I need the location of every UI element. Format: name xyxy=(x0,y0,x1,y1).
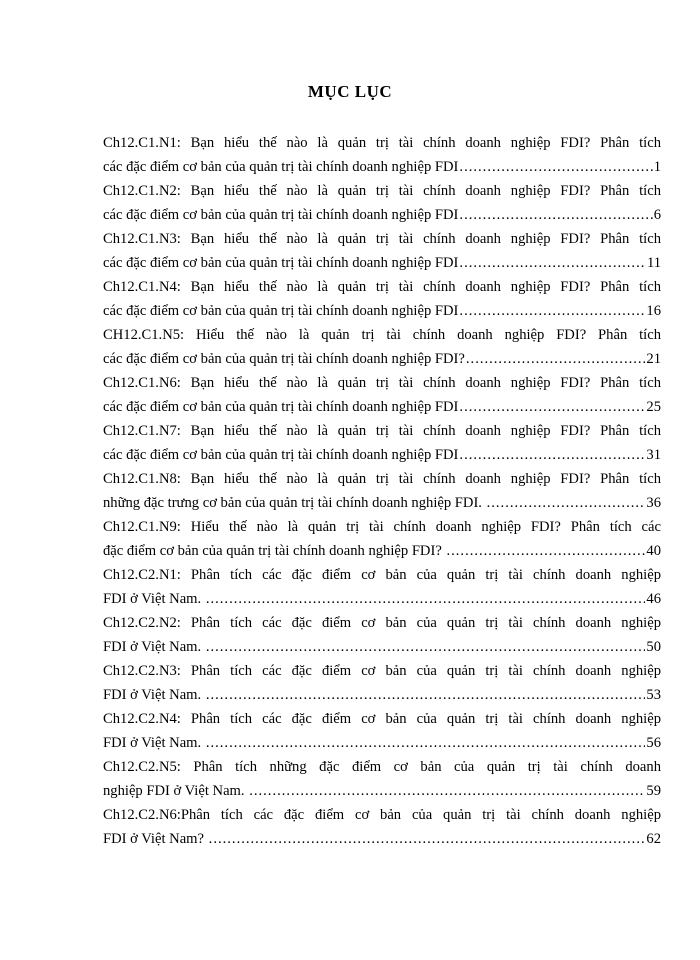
toc-entry-heading: Ch12.C1.N9: Hiểu thế nào là quản trị tài chính doanh nghiệp FDI? Phân tích các xyxy=(103,519,661,535)
toc-entry[interactable] xyxy=(103,515,661,563)
toc-entry[interactable] xyxy=(103,131,661,179)
toc-entry[interactable] xyxy=(103,323,661,371)
dot-leader xyxy=(206,635,646,659)
toc-entry-heading-cont: các đặc điểm cơ bản của quản trị tài chính doanh nghiệp FDI xyxy=(103,207,459,223)
toc-entry-heading: CH12.C1.N5: Hiểu thế nào là quản trị tài chính doanh nghiệp FDI? Phân tích xyxy=(103,327,661,343)
toc-entry-heading-cont: FDI ở Việt Nam. xyxy=(103,735,205,751)
toc-entry-heading-cont: các đặc điểm cơ bản của quản trị tài chính doanh nghiệp FDI? xyxy=(103,351,465,367)
toc-entry-heading: Ch12.C2.N4: Phân tích các đặc điểm cơ bản của quản trị tài chính doanh nghiệp xyxy=(103,711,661,727)
toc-entry-heading: Ch12.C2.N2: Phân tích các đặc điểm cơ bản của quản trị tài chính doanh nghiệp xyxy=(103,615,661,631)
page-title: MỤC LỤC xyxy=(307,82,393,101)
toc-entry-page-number: 1 xyxy=(653,159,661,175)
dot-leader xyxy=(487,491,646,515)
toc-entry[interactable] xyxy=(103,755,661,803)
dot-leader xyxy=(206,731,646,755)
toc-entry-heading-cont: FDI ở Việt Nam? xyxy=(103,831,208,847)
toc-entry-page-number: 56 xyxy=(646,735,661,751)
toc-entry-page-number: 11 xyxy=(646,255,661,271)
toc-entry-heading-cont: các đặc điểm cơ bản của quản trị tài chính doanh nghiệp FDI xyxy=(103,399,459,415)
toc-entry-page-number: 31 xyxy=(646,447,661,463)
toc-entry-heading: Ch12.C1.N3: Bạn hiểu thế nào là quản trị tài chính doanh nghiệp FDI? Phân tích xyxy=(103,231,661,247)
dot-leader xyxy=(459,155,652,179)
toc-entry[interactable] xyxy=(103,227,661,275)
toc-entry-heading-cont: FDI ở Việt Nam. xyxy=(103,639,205,655)
toc-entry-heading: Ch12.C1.N6: Bạn hiểu thế nào là quản trị tài chính doanh nghiệp FDI? Phân tích xyxy=(103,375,661,391)
table-of-contents xyxy=(103,131,661,851)
dot-leader xyxy=(209,827,646,851)
toc-entry-heading-cont: những đặc trưng cơ bản của quản trị tài chính doanh nghiệp FDI. xyxy=(103,495,486,511)
toc-entry[interactable] xyxy=(103,707,661,755)
toc-entry-heading: Ch12.C1.N8: Bạn hiểu thế nào là quản trị tài chính doanh nghiệp FDI? Phân tích xyxy=(103,471,661,487)
dot-leader xyxy=(206,587,646,611)
toc-entry-heading: Ch12.C2.N6:Phân tích các đặc điểm cơ bản của quản trị tài chính doanh nghiệp xyxy=(103,807,661,823)
toc-entry-heading-cont: FDI ở Việt Nam. xyxy=(103,591,205,607)
toc-entry-heading-cont: các đặc điểm cơ bản của quản trị tài chính doanh nghiệp FDI xyxy=(103,255,459,271)
toc-entry-heading-cont: các đặc điểm cơ bản của quản trị tài chính doanh nghiệp FDI xyxy=(103,447,459,463)
toc-entry-heading: Ch12.C1.N4: Bạn hiểu thế nào là quản trị tài chính doanh nghiệp FDI? Phân tích xyxy=(103,279,661,295)
toc-entry-heading: Ch12.C1.N2: Bạn hiểu thế nào là quản trị tài chính doanh nghiệp FDI? Phân tích xyxy=(103,183,661,199)
toc-entry[interactable] xyxy=(103,419,661,467)
dot-leader xyxy=(459,395,645,419)
toc-entry[interactable] xyxy=(103,275,661,323)
dot-leader xyxy=(446,539,645,563)
toc-entry-page-number: 16 xyxy=(646,303,661,319)
toc-entry-heading: Ch12.C2.N5: Phân tích những đặc điểm cơ bản của quản trị tài chính doanh xyxy=(103,759,661,775)
toc-entry-heading-cont: nghiệp FDI ở Việt Nam. xyxy=(103,783,249,799)
toc-entry-page-number: 25 xyxy=(646,399,661,415)
toc-entry[interactable] xyxy=(103,371,661,419)
toc-entry-page-number: 62 xyxy=(646,831,661,847)
toc-entry-page-number: 59 xyxy=(646,783,661,799)
dot-leader xyxy=(466,347,646,371)
toc-entry-heading: Ch12.C1.N7: Bạn hiểu thế nào là quản trị tài chính doanh nghiệp FDI? Phân tích xyxy=(103,423,661,439)
toc-entry-page-number: 36 xyxy=(646,495,661,511)
toc-entry[interactable] xyxy=(103,467,661,515)
toc-entry[interactable] xyxy=(103,803,661,851)
dot-leader xyxy=(459,203,652,227)
toc-entry-heading-cont: các đặc điểm cơ bản của quản trị tài chính doanh nghiệp FDI xyxy=(103,303,459,319)
toc-entry-heading: Ch12.C2.N3: Phân tích các đặc điểm cơ bản của quản trị tài chính doanh nghiệp xyxy=(103,663,661,679)
toc-entry-page-number: 40 xyxy=(646,543,661,559)
toc-entry[interactable] xyxy=(103,179,661,227)
dot-leader xyxy=(459,299,645,323)
dot-leader xyxy=(206,683,646,707)
dot-leader xyxy=(459,251,646,275)
toc-entry-page-number: 50 xyxy=(646,639,661,655)
dot-leader xyxy=(249,779,645,803)
toc-entry-page-number: 53 xyxy=(646,687,661,703)
dot-leader xyxy=(459,443,645,467)
toc-entry-heading: Ch12.C1.N1: Bạn hiểu thế nào là quản trị tài chính doanh nghiệp FDI? Phân tích xyxy=(103,135,661,151)
toc-entry[interactable] xyxy=(103,563,661,611)
toc-entry-heading: Ch12.C2.N1: Phân tích các đặc điểm cơ bản của quản trị tài chính doanh nghiệp xyxy=(103,567,661,583)
toc-entry-heading-cont: đặc điểm cơ bản của quản trị tài chính doanh nghiệp FDI? xyxy=(103,543,446,559)
toc-entry-heading-cont: các đặc điểm cơ bản của quản trị tài chính doanh nghiệp FDI xyxy=(103,159,459,175)
toc-entry[interactable] xyxy=(103,659,661,707)
toc-entry-heading-cont: FDI ở Việt Nam. xyxy=(103,687,205,703)
toc-entry[interactable] xyxy=(103,611,661,659)
toc-entry-page-number: 6 xyxy=(653,207,661,223)
toc-entry-page-number: 46 xyxy=(646,591,661,607)
toc-entry-page-number: 21 xyxy=(646,351,661,367)
